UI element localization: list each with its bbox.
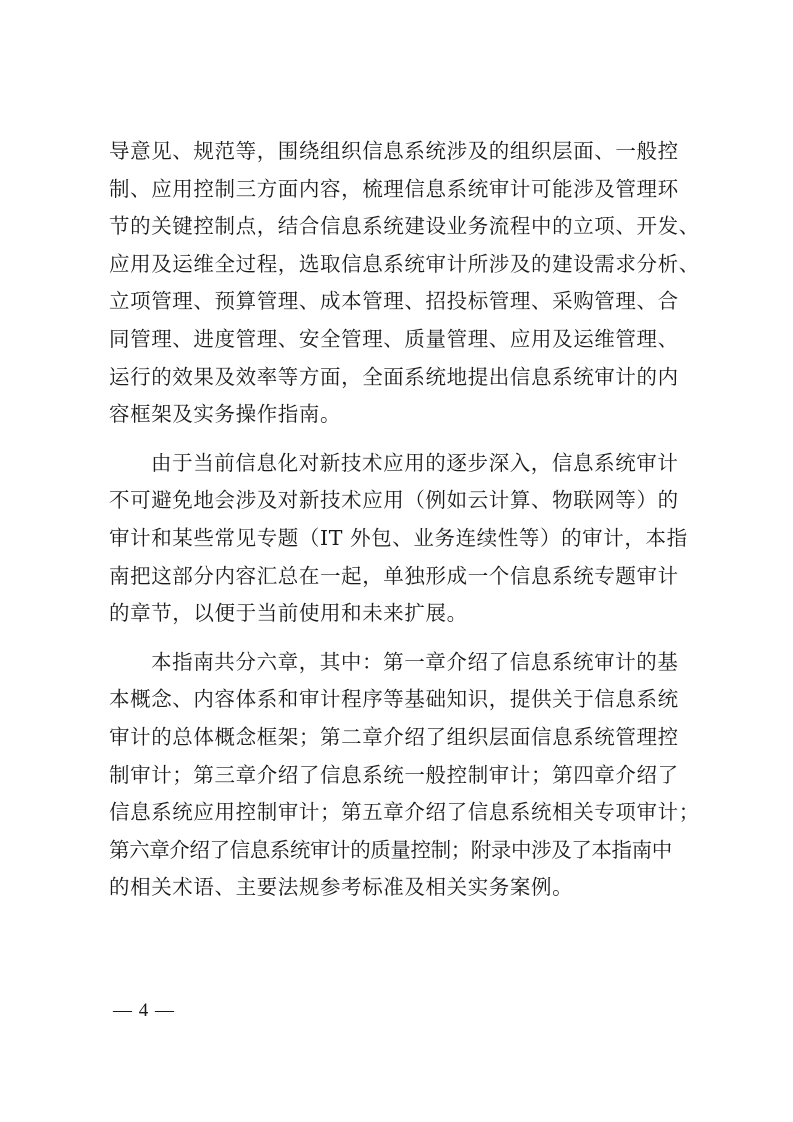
paragraph-2-line-2: 不可避免地会涉及对新技术应用（例如云计算、物联网等）的 [109, 488, 679, 513]
paragraph-3-line-7: 的相关术语、主要法规参考标准及相关实务案例。 [109, 875, 574, 900]
paragraph-1-line-6: 同管理、进度管理、安全管理、质量管理、应用及运维管理、 [109, 326, 679, 351]
paragraph-2-line-5: 的章节，以便于当前使用和未来扩展。 [109, 601, 468, 626]
paragraph-1-line-4: 应用及运维全过程，选取信息系统审计所涉及的建设需求分析、 [109, 251, 700, 276]
paragraph-2-line-1: 由于当前信息化对新技术应用的逐步深入，信息系统审计 [151, 450, 679, 475]
paragraph-3-line-6: 第六章介绍了信息系统审计的质量控制；附录中涉及了本指南中 [109, 837, 672, 862]
paragraph-2-line-3: 审计和某些常见专题（IT 外包、业务连续性等）的审计，本指 [109, 525, 688, 550]
paragraph-1-line-2: 制、应用控制三方面内容，梳理信息系统审计可能涉及管理环 [109, 176, 679, 201]
page-number: — 4 — [113, 1000, 175, 1021]
paragraph-3-line-4: 制审计；第三章介绍了信息系统一般控制审计；第四章介绍了 [109, 762, 679, 787]
paragraph-3-line-3: 审计的总体概念框架；第二章介绍了组织层面信息系统管理控 [109, 724, 679, 749]
paragraph-1-line-7: 运行的效果及效率等方面，全面系统地提出信息系统审计的内 [109, 364, 679, 389]
paragraph-1-line-5: 立项管理、预算管理、成本管理、招投标管理、采购管理、合 [109, 289, 679, 314]
paragraph-3-line-1: 本指南共分六章，其中：第一章介绍了信息系统审计的基 [151, 649, 679, 674]
body-text [109, 133, 700, 907]
paragraph-1-line-1: 导意见、规范等，围绕组织信息系统涉及的组织层面、一般控 [109, 139, 679, 163]
paragraph-3-line-5: 信息系统应用控制审计；第五章介绍了信息系统相关专项审计； [109, 800, 700, 825]
paragraph-1-line-3: 节的关键控制点，结合信息系统建设业务流程中的立项、开发、 [109, 214, 700, 239]
paragraph-3-line-2: 本概念、内容体系和审计程序等基础知识，提供关于信息系统 [109, 687, 679, 712]
paragraph-1-line-8: 容框架及实务操作指南。 [109, 402, 342, 427]
paragraph-2-line-4: 南把这部分内容汇总在一起，单独形成一个信息系统专题审计 [109, 563, 679, 588]
